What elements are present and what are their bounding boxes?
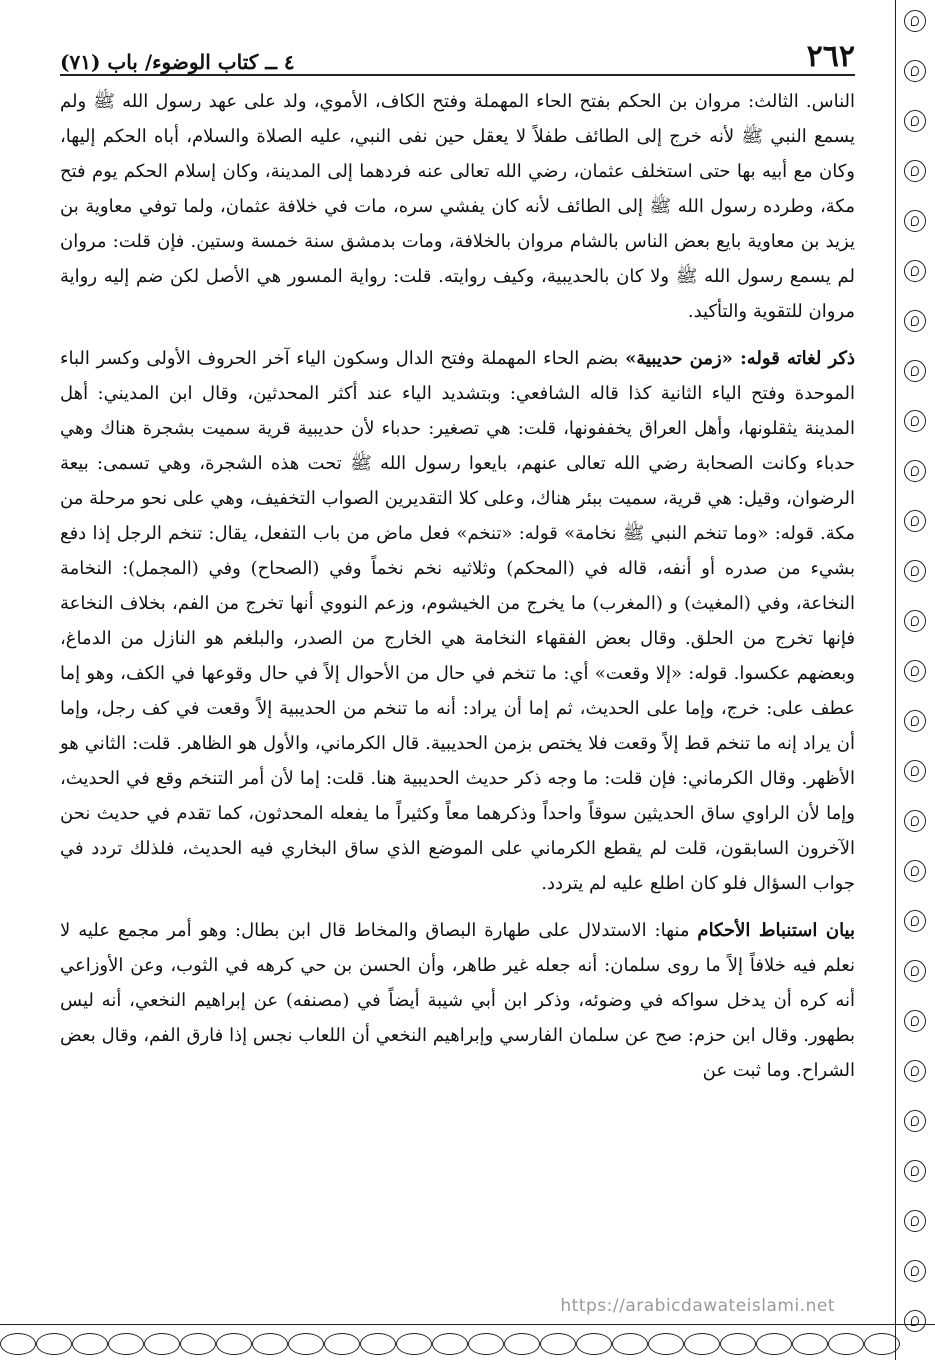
border-ornament-icon [904,310,926,332]
border-ornament-icon [396,1333,432,1355]
paragraph-text: منها: الاستدلال على طهارة البصاق والمخاط قال ابن بطال: وهو أمر مجمع عليه لا نعلم فيه خلافاً إلاً ما روى سلمان: أنه جعله غير طاهر، وأن الحسن بن حي كرهه في الثوب، وعن الأوزاعي أنه كره أن يدخل سواكه في وضوئه، وذكر ابن أبي شيبة أيضاً في (مصنفه) عن إبراهيم النخعي، أنه ليس بطهور. وقال ابن حزم: صح عن سلمان الفارسي وإبراهيم النخعي أن اللعاب نجس إذا فارق الفم، وقال بعض الشراح. وما ثبت عن [60,920,855,1081]
paragraph-text: الناس. الثالث: مروان بن الحكم بفتح الحاء المهملة وفتح الكاف، الأموي، ولد على عهد رسول الله ﷺ ولم يسمع النبي ﷺ لأنه خرج إلى الطائف طفلاً لا يعقل حين نفى النبي، عليه الصلاة والسلام، أباه الحكم إليها، وكان مع أبيه بها حتى استخلف عثمان، رضي الله تعالى عنه فردهما إلى المدينة، وكان إسلام الحكم يوم فتح مكة، وطرده رسول الله ﷺ إلى الطائف لأنه كان يفشي سره، مات في خلافة عثمان، ولما توفي معاوية بن يزيد بن معاوية بايع بعض الناس بالشام مروان بالخلافة، ومات بدمشق سنة خمسة وستين. فإن قلت: مروان لم يسمع رسول الله ﷺ ولا كان بالحديبية، وكيف روايته. قلت: رواية المسور هي الأصل لكن ضم إليه رواية مروان للتقوية والتأكيد. [60,91,855,322]
border-ornament-icon [468,1333,504,1355]
border-ornament-icon [904,10,926,32]
border-ornament-icon [540,1333,576,1355]
border-ornament-icon [252,1333,288,1355]
border-ornament-icon [216,1333,252,1355]
border-ornament-icon [180,1333,216,1355]
page-number: ٢٦٢ [806,39,855,74]
page-border-bottom [0,1324,935,1360]
border-ornament-icon [108,1333,144,1355]
border-ornament-icon [904,110,926,132]
border-ornament-icon [904,460,926,482]
paragraph-lead: بيان استنباط الأحكام [697,920,855,941]
paragraph [60,913,855,1088]
border-ornament-icon [904,910,926,932]
border-ornament-icon [904,1260,926,1282]
border-ornament-icon [432,1333,468,1355]
border-ornament-icon [904,1010,926,1032]
border-ornament-icon [864,1333,900,1355]
border-ornament-icon [828,1333,864,1355]
source-watermark: https://arabicdawateislami.net [560,1296,835,1316]
border-ornament-icon [36,1333,72,1355]
border-ornament-icon [904,1210,926,1232]
book-page [60,30,855,1320]
paragraph-lead: ذكر لغاته قوله: «زمن حديبية» [625,348,856,369]
border-ornament-icon [904,510,926,532]
border-ornament-icon [0,1333,36,1355]
border-ornament-icon [360,1333,396,1355]
page-border-right [895,0,935,1360]
running-title: ٤ ــ كتاب الوضوء/ باب (٧١) [60,50,295,74]
border-ornament-icon [792,1333,828,1355]
border-ornament-icon [904,810,926,832]
border-ornament-icon [72,1333,108,1355]
border-ornament-icon [904,260,926,282]
border-ornament-icon [504,1333,540,1355]
border-ornament-icon [904,60,926,82]
border-ornament-icon [904,1060,926,1082]
body-text [60,84,855,1088]
border-ornament-icon [684,1333,720,1355]
border-ornament-icon [904,360,926,382]
border-ornament-icon [612,1333,648,1355]
border-ornament-icon [904,410,926,432]
border-ornament-icon [324,1333,360,1355]
border-ornament-icon [720,1333,756,1355]
paragraph-text: بضم الحاء المهملة وفتح الدال وسكون الياء آخر الحروف الأولى وكسر الباء الموحدة وفتح الياء الثانية كذا قاله الشافعي: وبتشديد الياء عند أكثر المحدثين، وقال ابن المديني: أهل المدينة يثقلونها، وأهل العراق يخففونها، قلت: هي تصغير: حدباء لأن حديبية قرية سميت بشجرة هناك وهي حدباء وكانت الصحابة رضي الله تعالى عنهم، بايعوا رسول الله ﷺ تحت هذه الشجرة، وهي تسمى: بيعة الرضوان، وقيل: هي قرية، سميت ببئر هناك، وعلى كلا التقديرين الصواب التخفيف، وهي على نحو مرحلة من مكة. قوله: «وما تنخم النبي ﷺ نخامة» قوله: «تنخم» فعل ماض من باب التفعل، يقال: تنخم الرجل إذا دفع بشيء من صدره أو أنفه، قاله في (المحكم) وثلاثيه نخم نخماً وفي (الصحاح) وفي (المجمل): النخامة النخاعة، وفي (المغيث) و (المغرب) ما يخرج من الخيشوم، وزعم النووي أنها تخرج من الفم، بخلاف النخاعة فإنها تخرج من الحلق. وقال بعض الفقهاء النخامة هي الخارج من الصدر، والبلغم هو النازل من الدماغ، وبعضهم عكسوا. قوله: «إلا وقعت» أي: ما تنخم في حال من الأحوال إلاً في حال وقوعها في الكف، وهو إما عطف على: خرج، وإما على الحديث، ثم إما أن يراد: أنه ما تنخم من الحديبية إلاً وقعت في كف رجل، وإما أن يراد إنه ما تنخم قط إلاً وقعت فلا يختص بزمن الحديبية. قال الكرماني، والأول هو الظاهر. قلت: الثاني هو الأظهر. وقال الكرماني: فإن قلت: ما وجه ذكر حديث الحديبية هنا. قلت: إما لأن أمر التنخم وقع في الحديث، وإما لأن الراوي ساق الحديثين سوقاً واحداً وذكرهما معاً وكثيراً ما يفعله المحدثون، كما تقدم في حديث نحن الآخرون السابقون، قلت لم يقطع الكرماني على الموضع الذي ساق البخاري فيه الحديث، فلذلك تردد في جواب السؤال فلو كان اطلع عليه لم يتردد. [60,348,855,894]
paragraph [60,341,855,901]
border-ornament-icon [904,710,926,732]
border-ornament-icon [904,660,926,682]
border-ornament-icon [904,860,926,882]
border-ornament-icon [288,1333,324,1355]
border-ornament-icon [144,1333,180,1355]
paragraph [60,84,855,329]
page-header [60,30,855,76]
border-ornament-icon [648,1333,684,1355]
border-ornament-icon [904,160,926,182]
border-ornament-icon [904,1160,926,1182]
border-ornament-icon [904,610,926,632]
border-ornament-icon [904,1110,926,1132]
border-ornament-icon [576,1333,612,1355]
border-ornament-icon [904,560,926,582]
border-ornament-icon [904,760,926,782]
border-ornament-icon [904,210,926,232]
border-ornament-icon [904,960,926,982]
border-ornament-icon [756,1333,792,1355]
